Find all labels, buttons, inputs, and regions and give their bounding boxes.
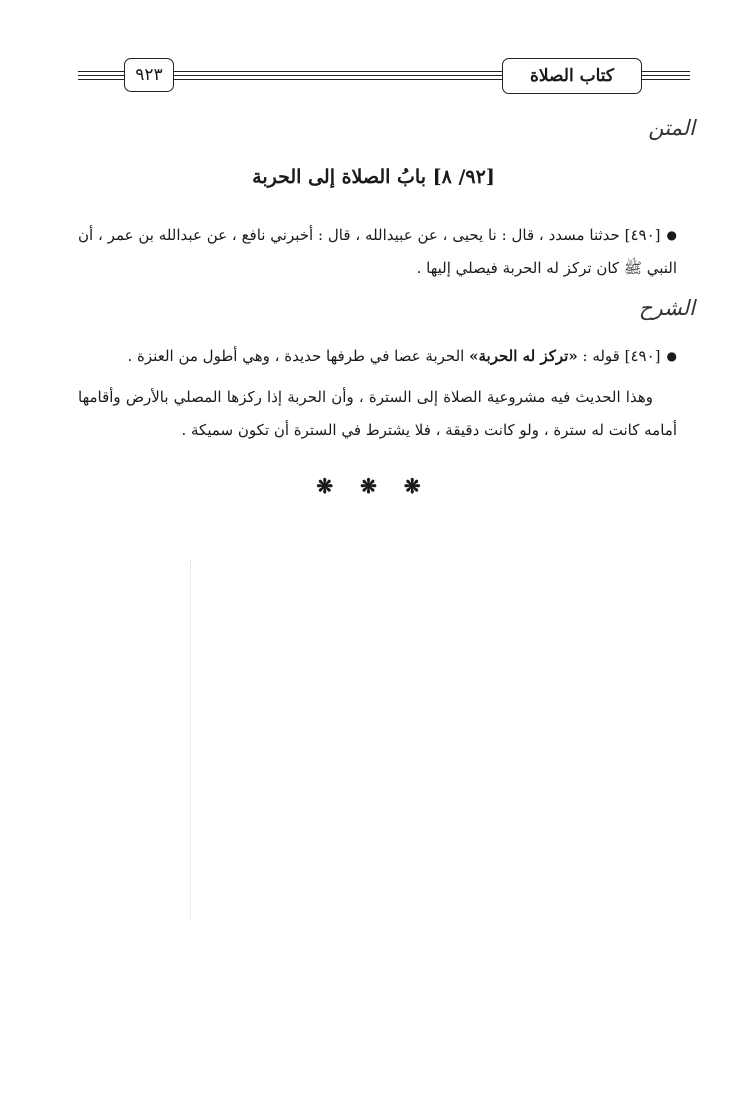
commentary-definition: الحربة عصا في طرفها حديدة ، وهي أطول من العنزة .: [127, 347, 465, 365]
hadith-body: [٤٩٠] حدثنا مسدد ، قال : نا يحيى ، عن عبيدالله ، قال : أخبرني نافع ، عن عبدالله بن عمر ، أن النبي ﷺ كان تركز له الحربة فيصلي إليها .: [78, 226, 677, 277]
bullet-icon: ●: [666, 228, 677, 242]
commentary-lead: [٤٩٠] قوله :: [582, 347, 661, 365]
matn-label: المتن: [648, 116, 695, 140]
commentary-paragraph: [78, 381, 677, 447]
chapter-heading: [٩٢/ ٨] بابُ الصلاة إلى الحربة: [252, 166, 495, 188]
commentary-entry: [78, 340, 677, 373]
commentary-paragraph-text: وهذا الحديث فيه مشروعية الصلاة إلى السترة ، وأن الحربة إذا ركزها المصلي بالأرض وأقامها أمامه كانت له سترة ، ولو كانت دقيقة ، فلا يشترط في السترة أن تكون سميكة .: [78, 388, 677, 439]
bullet-icon: ●: [666, 349, 677, 363]
scan-gutter-line: [190, 560, 191, 920]
book-title: كتاب الصلاة: [502, 58, 642, 94]
sharh-label: الشرح: [638, 296, 695, 320]
page-header: [78, 58, 690, 96]
hadith-text: [78, 219, 677, 285]
section-end-ornament: ❋ ❋ ❋: [316, 474, 431, 498]
commentary-quote: «تركز له الحربة»: [469, 347, 578, 365]
page-number: ٩٢٣: [124, 58, 174, 92]
